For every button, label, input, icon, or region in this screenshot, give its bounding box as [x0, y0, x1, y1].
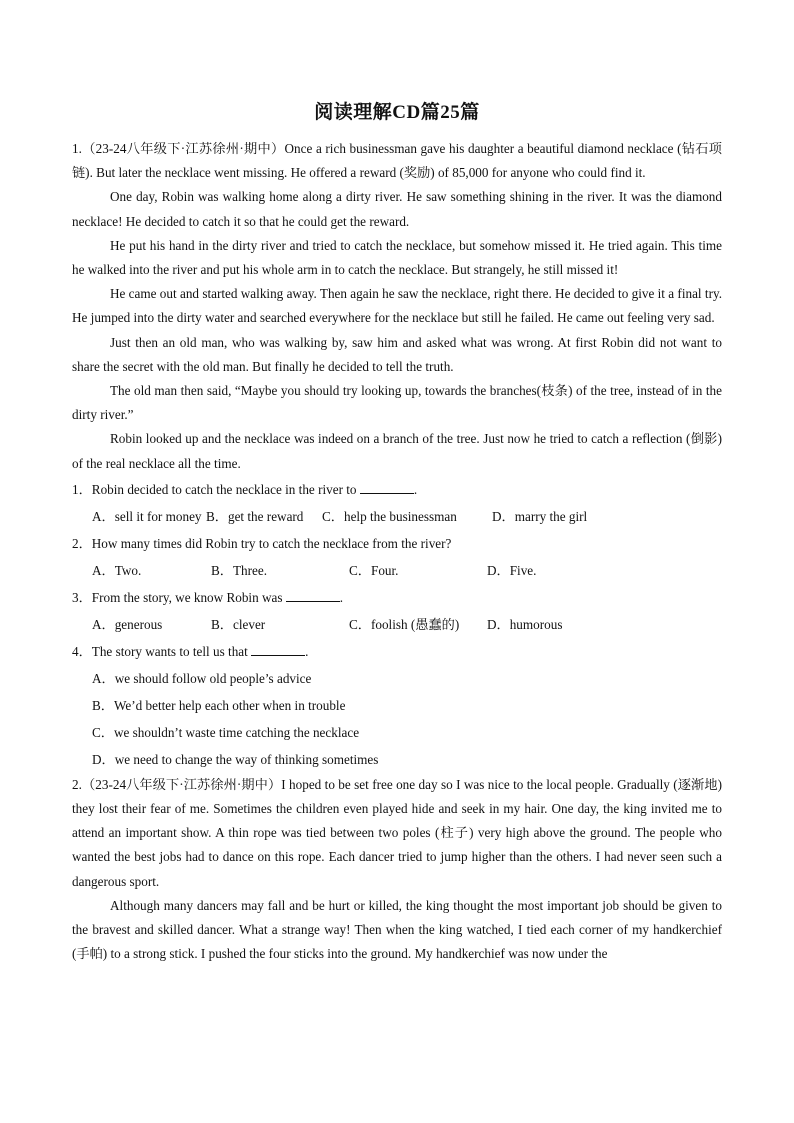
option-a[interactable]: A．generous — [92, 616, 163, 632]
question-1-options — [72, 503, 722, 530]
question-3-options — [72, 611, 722, 638]
passage2-paragraph-2: Although many dancers may fall and be hurt or killed, the king thought the most important job should be given to the bravest and skilled dancer. What a strange way! Then when the king watched, I tied each corner of my handkerchief (手帕) to a strong stick. I pushed the four sticks into the ground. My handkerchief was now under the — [72, 897, 722, 962]
option-c[interactable]: C．Four. — [349, 562, 399, 578]
option-d[interactable]: D．marry the girl — [492, 508, 588, 524]
option-c[interactable]: C．we shouldn’t waste time catching the necklace — [92, 724, 360, 740]
passage1-paragraph-5: Just then an old man, who was walking by, saw him and asked what was wrong. At first Robin did not want to share the secret with the old man. But finally he decided to tell the truth. — [72, 334, 722, 374]
passage1-paragraph-1: 1.（23-24八年级下·江苏徐州·期中）Once a rich businessman gave his daughter a beautiful diamond necklace (钻石项链). But later the necklace went missing. He offered a reward (奖励) of 85,000 for anyone who could find it. — [72, 141, 722, 181]
page-title: 阅读理解CD篇25篇 — [314, 102, 480, 123]
option-c[interactable]: C．foolish (愚蠢的) — [349, 616, 460, 632]
question-4: 4．The story wants to tell us that . A．we should follow old people’s advice B．We’d better help each other when in trouble C．we shouldn’t waste time catching the necklace D．we need to change the way of thinking sometimes — [72, 638, 722, 773]
question-3-stem: 3．From the story, we know Robin was — [72, 589, 283, 605]
answer-blank[interactable] — [360, 482, 414, 494]
question-1-stem: 1．Robin decided to catch the necklace in the river to — [72, 481, 357, 497]
question-3: 3．From the story, we know Robin was . A．generous B．clever C．foolish (愚蠢的) D．humorous — [72, 584, 722, 638]
document-body — [72, 137, 722, 966]
question-2-stem: 2．How many times did Robin try to catch the necklace from the river? — [72, 535, 452, 551]
passage1-source: 1.（23-24八年级下·江苏徐州·期中） — [72, 141, 285, 156]
passage1-paragraph-6: The old man then said, “Maybe you should try looking up, towards the branches(枝条) of the tree, instead of in the dirty river.” — [72, 383, 722, 423]
question-2 — [72, 530, 722, 584]
question-4-stem: 4．The story wants to tell us that — [72, 643, 248, 659]
option-b[interactable]: B．get the reward — [206, 508, 304, 524]
passage2-source: 2.（23-24八年级下·江苏徐州·期中） — [72, 776, 282, 792]
question-1: 1．Robin decided to catch the necklace in the river to . A．sell it for money B．get the reward C．help the businessman D．marry the girl — [72, 476, 722, 530]
option-b[interactable]: B．Three. — [211, 562, 268, 578]
option-a[interactable]: A．sell it for money — [92, 508, 202, 524]
option-d[interactable]: D．we need to change the way of thinking sometimes — [92, 751, 379, 767]
passage1-paragraph-4: He came out and started walking away. Then again he saw the necklace, right there. He decided to give it a final try. He jumped into the dirty water and searched everywhere for the necklace but still he failed. He came out feeling very sad. — [72, 286, 722, 326]
option-b[interactable]: B．clever — [211, 616, 266, 632]
passage2-paragraph-1: 2.（23-24八年级下·江苏徐州·期中）I hoped to be set free one day so I was nice to the local people. Gradually (逐渐地) they lost their fear of me. Sometimes the children even played hide and seek in my hair. One day, the king invited me to attend an important show. A thin rope was tied between two poles (柱子) very high above the ground. The people who wanted the best jobs had to dance on this rope. Each dancer tried to jump higher than the others. I had never seen such a dangerous sport. — [72, 776, 722, 889]
option-c[interactable]: C．help the businessman — [322, 508, 457, 524]
option-d[interactable]: D．humorous — [487, 616, 563, 632]
passage1-paragraph-3: He put his hand in the dirty river and tried to catch the necklace, but somehow missed it. He tried again. This time he walked into the river and put his whole arm in to catch the necklace. But strangely, he still missed it! — [72, 237, 722, 278]
answer-blank[interactable] — [251, 644, 305, 656]
question-2-options — [72, 557, 722, 584]
option-d[interactable]: D．Five. — [487, 562, 537, 578]
passage1-paragraph-2: One day, Robin was walking home along a dirty river. He saw something shining in the river. It was the diamond necklace! He decided to catch it so that he could get the reward. — [72, 189, 722, 229]
option-a[interactable]: A．we should follow old people’s advice — [92, 670, 312, 686]
answer-blank[interactable] — [286, 590, 340, 602]
option-a[interactable]: A．Two. — [92, 562, 142, 578]
passage1-paragraph-7: Robin looked up and the necklace was indeed on a branch of the tree. Just now he tried to catch a reflection (倒影) of the real necklace all the time. — [72, 431, 722, 471]
option-b[interactable]: B．We’d better help each other when in trouble — [92, 697, 346, 713]
